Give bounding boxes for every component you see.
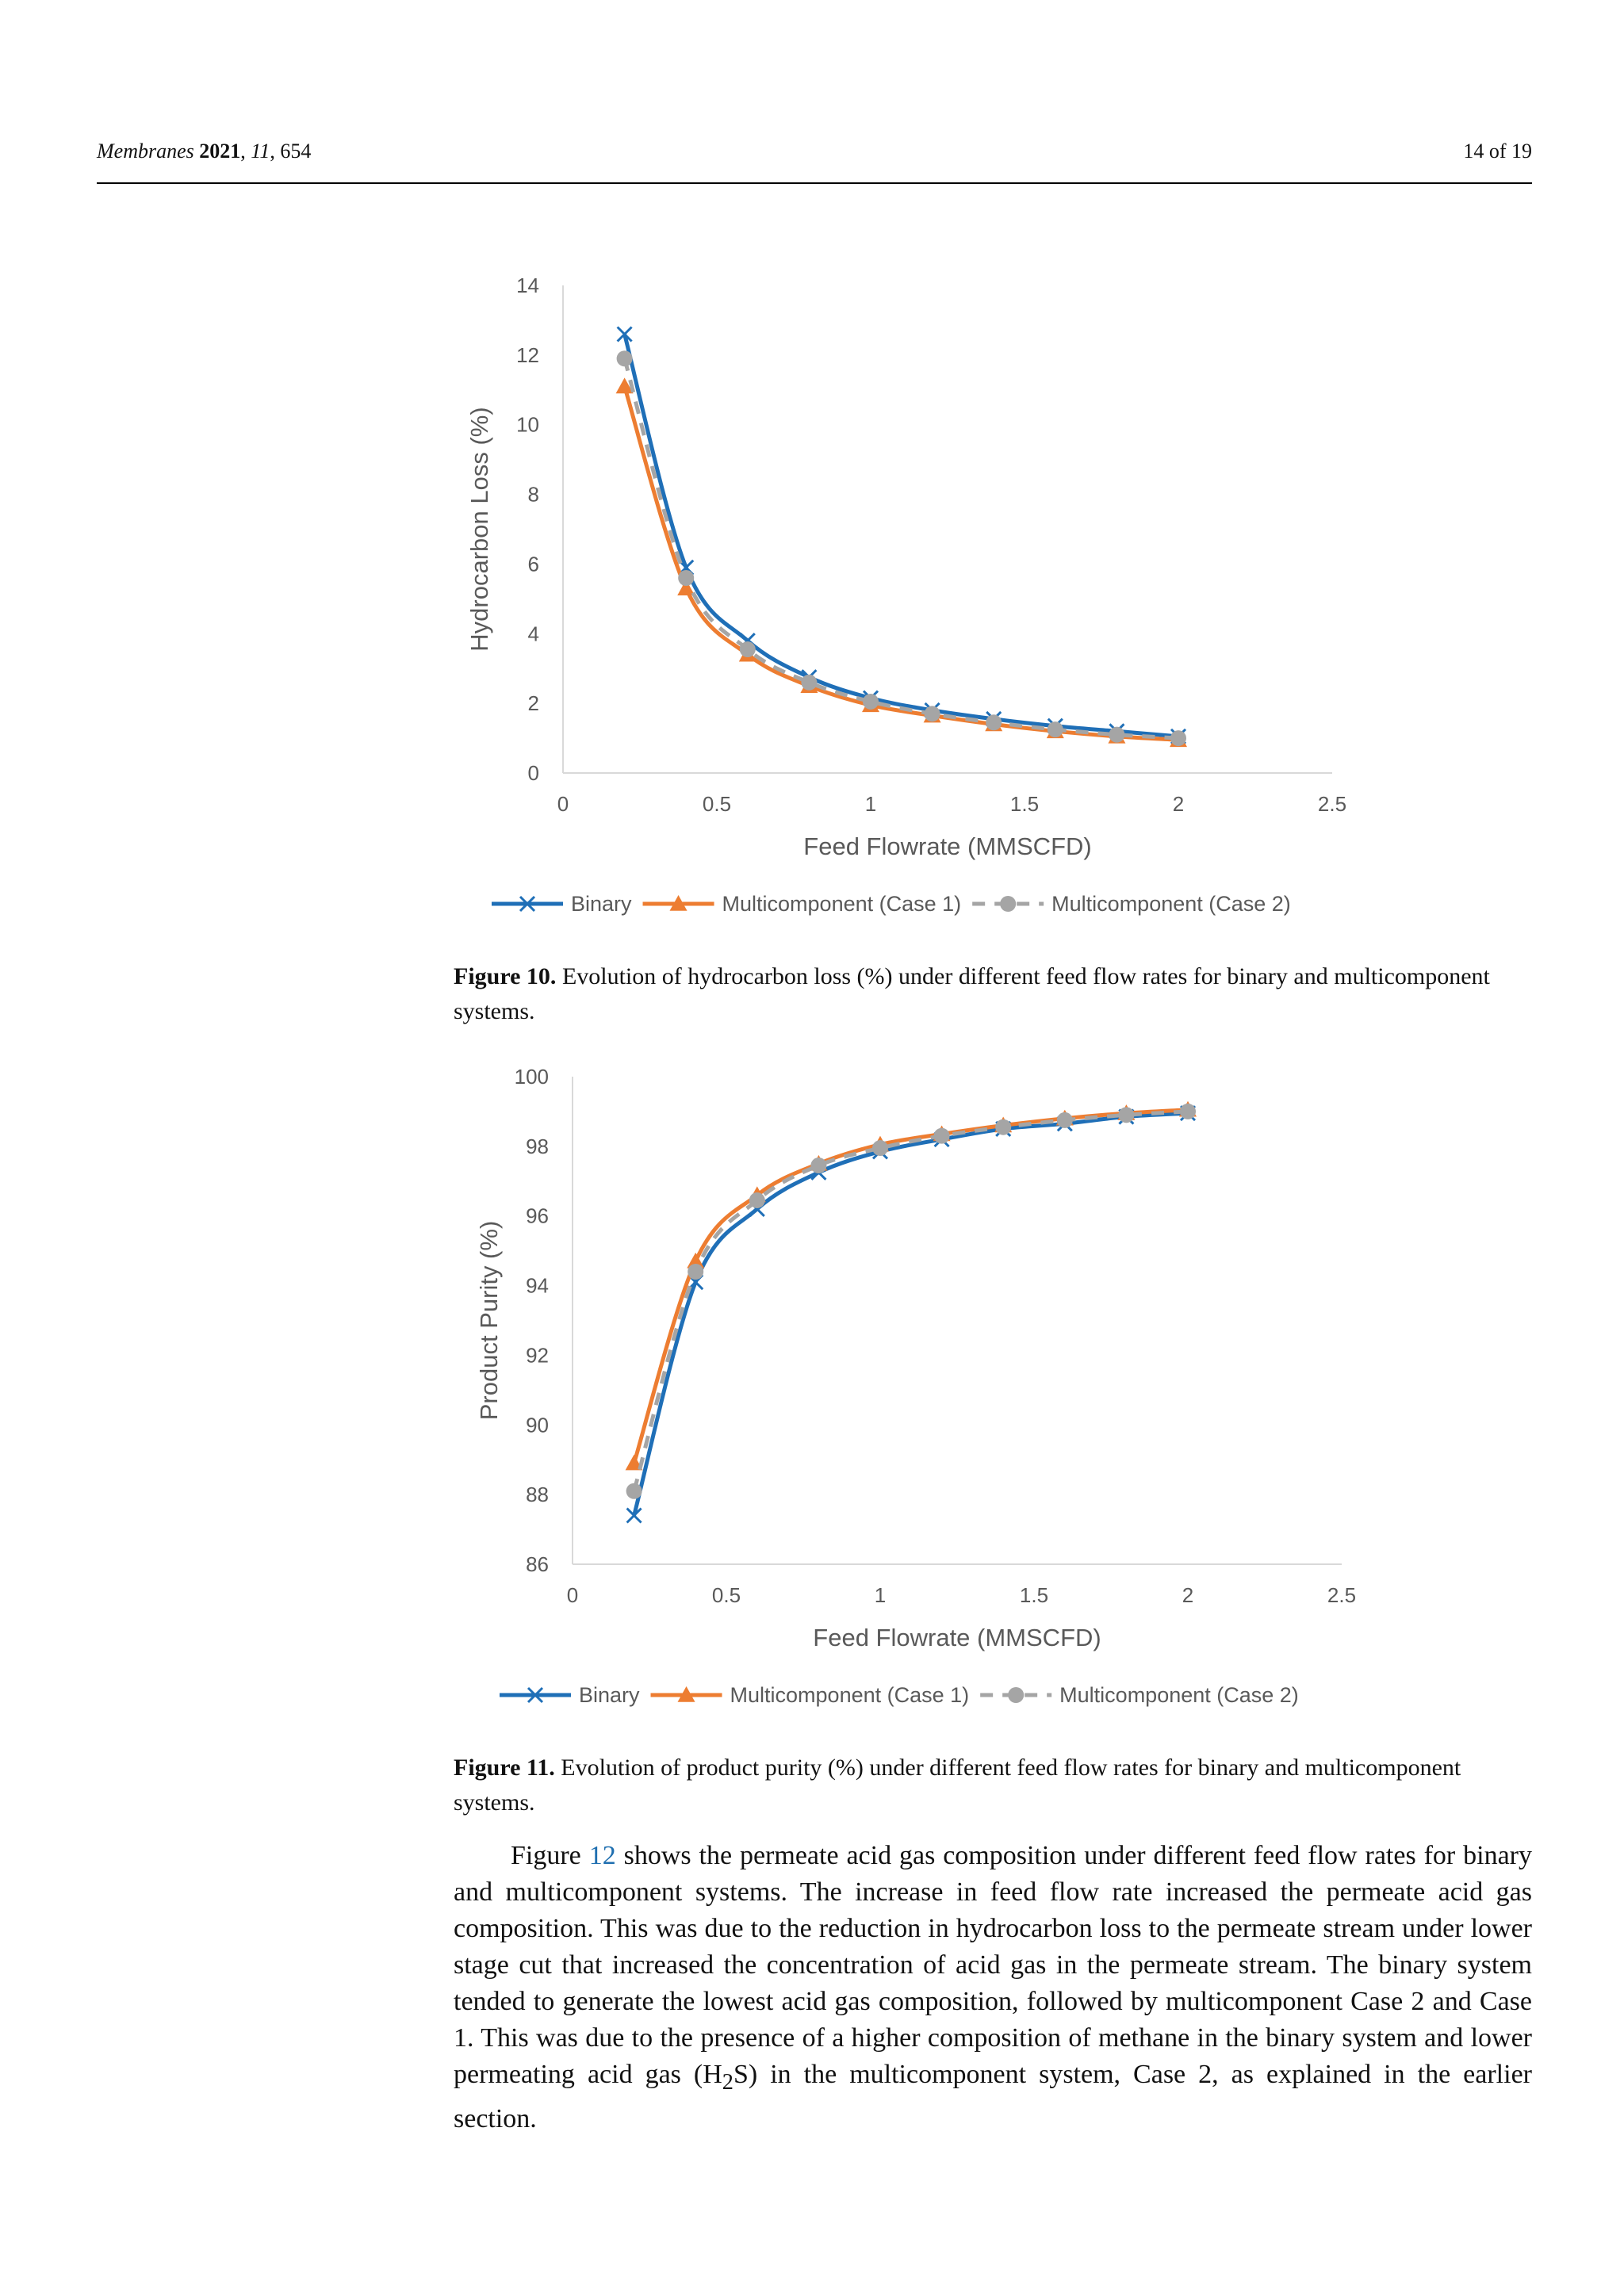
y-tick-label: 4 bbox=[527, 622, 539, 646]
y-tick-label: 90 bbox=[526, 1413, 549, 1437]
data-point-case2 bbox=[626, 1483, 642, 1499]
data-point-case2 bbox=[925, 706, 940, 721]
x-tick-label: 0.5 bbox=[702, 792, 732, 816]
x-tick-label: 1 bbox=[874, 1583, 887, 1607]
legend-label-case1: Multicomponent (Case 1) bbox=[730, 1683, 970, 1707]
data-point-case2 bbox=[1118, 1107, 1134, 1123]
legend-marker-case2 bbox=[1000, 896, 1016, 912]
figure-11-caption bbox=[454, 1751, 1532, 1820]
data-point-case2 bbox=[1109, 727, 1124, 743]
data-point-case2 bbox=[934, 1128, 950, 1144]
hydrocarbon-loss-chart bbox=[444, 262, 1364, 943]
y-tick-label: 6 bbox=[527, 552, 539, 576]
y-tick-label: 86 bbox=[526, 1552, 549, 1576]
article-number: 654 bbox=[280, 140, 312, 163]
x-tick-label: 0 bbox=[566, 1583, 579, 1607]
data-point-case2 bbox=[1048, 721, 1063, 737]
data-point-case2 bbox=[872, 1140, 888, 1156]
data-point-case2 bbox=[678, 570, 694, 586]
data-point-case2 bbox=[617, 350, 633, 366]
data-point-case2 bbox=[1170, 730, 1186, 746]
figure-12-link[interactable]: 12 bbox=[588, 1841, 616, 1870]
series-line-case1 bbox=[625, 386, 1178, 740]
data-point-case2 bbox=[749, 1192, 765, 1208]
product-purity-chart bbox=[444, 1053, 1364, 1735]
legend-label-binary: Binary bbox=[571, 892, 632, 916]
series-line-binary bbox=[634, 1113, 1188, 1515]
figure-10-chart bbox=[444, 262, 1364, 943]
y-tick-label: 94 bbox=[526, 1273, 549, 1298]
x-tick-label: 1.5 bbox=[1019, 1583, 1049, 1607]
page-number: 14 of 19 bbox=[1463, 140, 1532, 163]
data-point-case2 bbox=[810, 1158, 826, 1173]
x-tick-label: 1.5 bbox=[1009, 792, 1040, 816]
data-point-case2 bbox=[863, 694, 879, 710]
x-tick-label: 0 bbox=[557, 792, 569, 816]
journal-volume: 11 bbox=[251, 140, 270, 163]
legend-label-case2: Multicomponent (Case 2) bbox=[1059, 1683, 1299, 1707]
legend-label-case1: Multicomponent (Case 1) bbox=[722, 892, 962, 916]
body-paragraph bbox=[454, 1838, 1532, 2137]
x-tick-label: 0.5 bbox=[711, 1583, 741, 1607]
figure-11-label: Figure 11. bbox=[454, 1755, 555, 1781]
subscript-2: 2 bbox=[722, 2069, 733, 2095]
figure-10-label: Figure 10. bbox=[454, 963, 557, 989]
y-tick-label: 14 bbox=[516, 274, 539, 297]
journal-name: Membranes bbox=[97, 140, 194, 163]
x-tick-label: 2.5 bbox=[1327, 1583, 1357, 1607]
paragraph-1 bbox=[454, 1838, 1532, 2137]
legend-label-binary: Binary bbox=[579, 1683, 640, 1707]
y-tick-label: 0 bbox=[527, 761, 539, 785]
legend-marker-case2 bbox=[1008, 1687, 1024, 1703]
data-point-case2 bbox=[1057, 1112, 1073, 1128]
data-point-case2 bbox=[995, 1119, 1011, 1135]
legend-label-case2: Multicomponent (Case 2) bbox=[1051, 892, 1291, 916]
paragraph-1-start: Figure bbox=[511, 1841, 589, 1870]
x-tick-label: 2 bbox=[1172, 792, 1185, 816]
series-line-case2 bbox=[625, 358, 1178, 738]
x-axis-label: Feed Flowrate (MMSCFD) bbox=[813, 1624, 1101, 1651]
header-rule bbox=[97, 182, 1532, 184]
x-tick-label: 2 bbox=[1182, 1583, 1194, 1607]
y-tick-label: 2 bbox=[527, 691, 539, 716]
series-line-binary bbox=[625, 335, 1178, 737]
data-point-case2 bbox=[801, 675, 817, 691]
figure-10-caption bbox=[454, 959, 1532, 1029]
paragraph-1-middle: shows the permeate acid gas composition under different feed flow rates for binary and multicomponent systems. The increase in feed flow rate increased the permeate acid gas composition. This was due to the reduction in hydrocarbon loss to the permeate stream under lower stage cut that increased the concentration of acid gas in the permeate stream. The binary system tended to generate the lowest acid gas composition, followed by multicomponent Case 2 and Case 1. This was due to the presence of a higher composition of methane in the binary system and lower permeating acid gas (H bbox=[454, 1841, 1532, 2089]
data-point-case2 bbox=[986, 714, 1002, 730]
data-point-case2 bbox=[740, 641, 756, 657]
x-axis-label: Feed Flowrate (MMSCFD) bbox=[803, 832, 1092, 860]
figure-11-caption-text: Evolution of product purity (%) under different feed flow rates for binary and multicomponent systems. bbox=[454, 1755, 1461, 1816]
series-line-case2 bbox=[634, 1112, 1188, 1491]
series-line-case1 bbox=[634, 1110, 1188, 1464]
figure-10-caption-text: Evolution of hydrocarbon loss (%) under different feed flow rates for binary and multicomponent systems. bbox=[454, 963, 1490, 1024]
y-tick-label: 12 bbox=[516, 342, 539, 367]
y-tick-label: 92 bbox=[526, 1343, 549, 1368]
y-tick-label: 88 bbox=[526, 1483, 549, 1507]
y-axis-label: Product Purity (%) bbox=[475, 1220, 503, 1421]
y-tick-label: 8 bbox=[527, 482, 539, 507]
y-axis-label: Hydrocarbon Loss (%) bbox=[465, 407, 493, 652]
journal-citation: Membranes 2021, 11, 654 bbox=[97, 140, 312, 163]
figure-11-chart bbox=[444, 1053, 1364, 1735]
data-point-case2 bbox=[688, 1264, 703, 1280]
x-tick-label: 2.5 bbox=[1317, 792, 1347, 816]
x-tick-label: 1 bbox=[864, 792, 877, 816]
paragraph-1-end: S) in the multicomponent system, Case 2, as explained in the earlier section. bbox=[454, 2060, 1532, 2133]
y-tick-label: 96 bbox=[526, 1203, 549, 1228]
y-tick-label: 10 bbox=[516, 412, 539, 437]
y-tick-label: 100 bbox=[514, 1065, 549, 1089]
data-point-case2 bbox=[1180, 1104, 1196, 1119]
journal-year: 2021 bbox=[199, 140, 241, 163]
y-tick-label: 98 bbox=[526, 1134, 549, 1158]
